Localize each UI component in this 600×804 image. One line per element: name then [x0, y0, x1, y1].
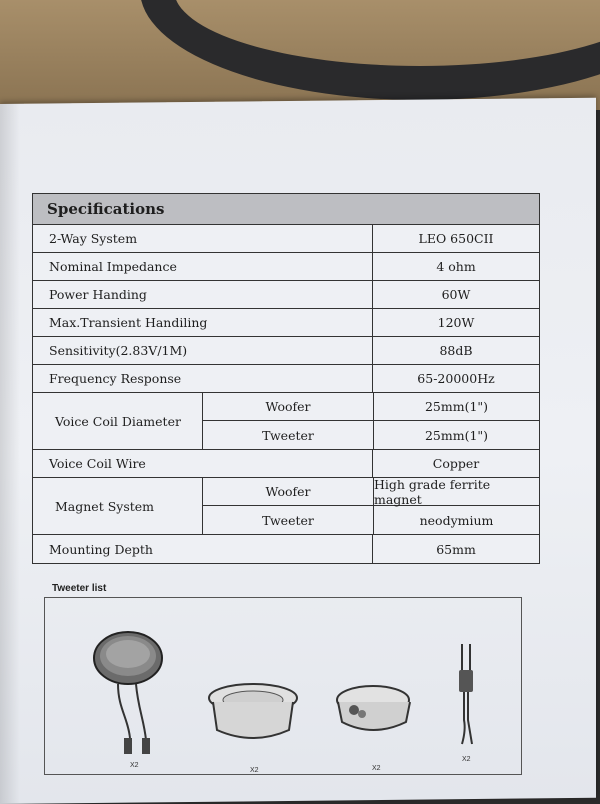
spec-label: Frequency Response [33, 365, 373, 392]
magnet-system-row [33, 478, 539, 535]
spec-value: 65mm [436, 541, 476, 557]
woofer-value: 25mm(1") [374, 393, 539, 421]
sub-values [374, 393, 539, 449]
spec-label: 2-Way System [33, 225, 373, 252]
spec-label: Voice Coil Diameter [33, 393, 203, 449]
spec-label: Nominal Impedance [33, 253, 373, 280]
spec-label: Sensitivity(2.83V/1M) [33, 337, 373, 364]
spec-row [33, 225, 539, 253]
spec-row [33, 281, 539, 309]
spec-row [33, 365, 539, 393]
spec-label: Mounting Depth [33, 535, 373, 563]
spec-value: 120W [437, 315, 475, 330]
spec-row [33, 535, 539, 563]
spec-value: 65-20000Hz [417, 371, 495, 386]
tweeter-label: Tweeter [262, 512, 314, 528]
tweeter-value: 25mm(1") [424, 427, 489, 443]
woofer-label: Woofer [203, 393, 373, 421]
spec-label: Power Handing [33, 281, 373, 308]
spec-row [33, 337, 539, 365]
voice-coil-diameter-row [33, 393, 539, 450]
specifications-header: Specifications [33, 194, 539, 225]
tweeter-value: neodymium [419, 512, 494, 528]
spec-label: Magnet System [33, 478, 203, 534]
woofer-value: High grade ferrite magnet [374, 478, 539, 506]
woofer-label: Woofer [203, 478, 373, 506]
spec-row [33, 253, 539, 281]
tweeter-speaker-icon [88, 628, 168, 764]
spec-label: Max.Transient Handiling [33, 309, 373, 336]
spec-row [33, 309, 539, 337]
qty-label: X2 [372, 765, 381, 772]
mounting-cup-icon [203, 680, 303, 750]
qty-label: X2 [462, 756, 471, 763]
crossover-capacitor-icon [452, 640, 482, 750]
sub-labels [203, 478, 374, 534]
tweeter-label: Tweeter [262, 427, 314, 443]
spec-value: LEO 650CII [418, 231, 494, 246]
spec-value: 88dB [439, 343, 473, 358]
spec-label: Voice Coil Wire [33, 450, 373, 477]
page-edge-shadow [0, 104, 20, 804]
qty-label: X2 [130, 762, 139, 769]
angled-mount-icon [332, 680, 414, 740]
sub-labels [203, 393, 374, 449]
tweeter-list-title: Tweeter list [52, 583, 107, 594]
spec-value: 4 ohm [436, 259, 476, 274]
sub-values [374, 478, 539, 534]
spec-row [33, 450, 539, 478]
spec-value: Copper [432, 456, 480, 471]
qty-label: X2 [250, 767, 259, 774]
specifications-table [32, 193, 540, 564]
spec-value: 60W [441, 287, 471, 302]
